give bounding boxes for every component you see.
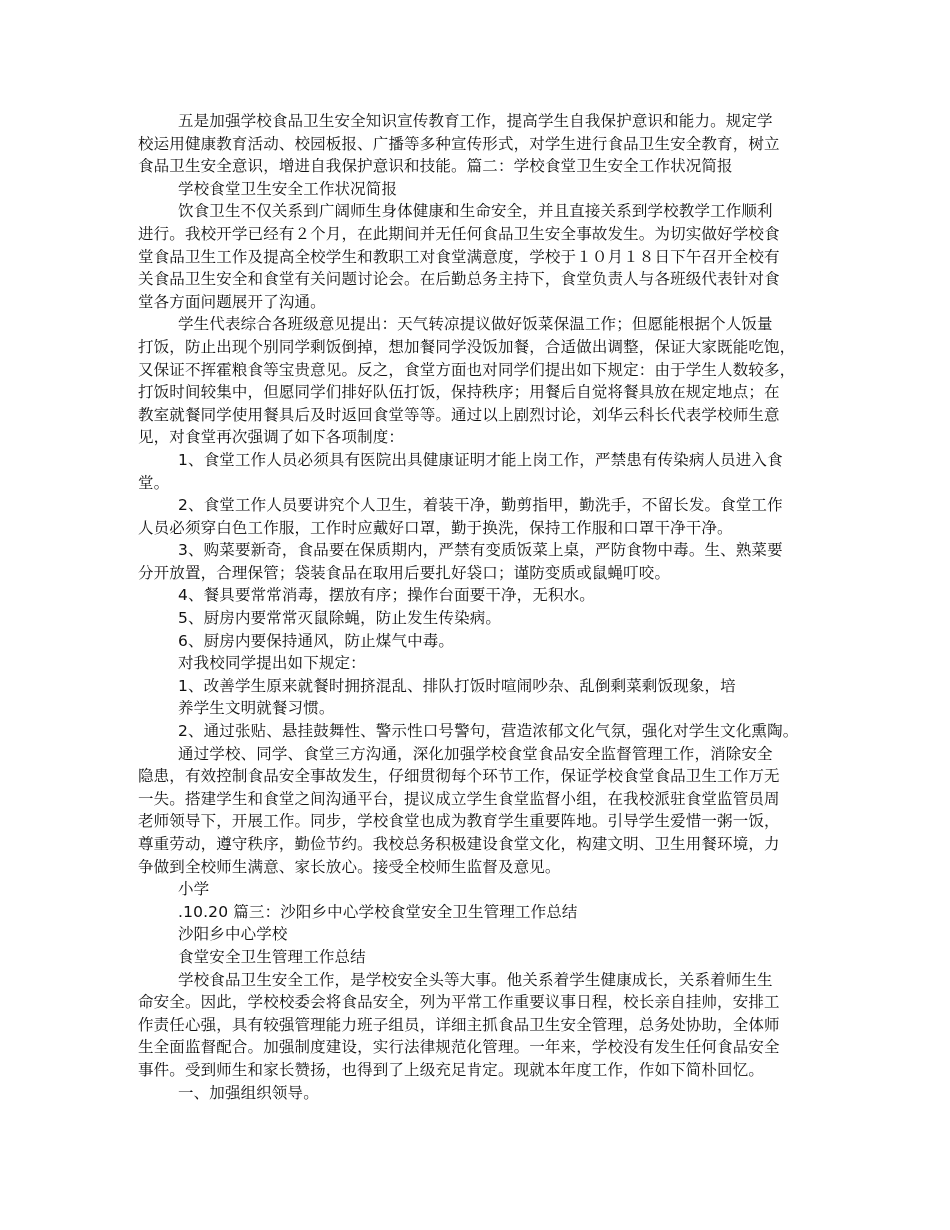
text-line: 沙阳乡中心学校 [178, 925, 288, 944]
text-line: 堂各方面问题展开了沟通。 [138, 292, 326, 311]
document-body [138, 110, 828, 1104]
text-line: 人员必须穿白色工作服，工作时应戴好口罩，勤于换洗，保持工作服和口罩干净干净。 [138, 518, 733, 537]
text-line: 堂食品卫生工作及提高全校学生和教职工对食堂满意度，学校于１０月１８日下午召开全校有 [138, 247, 780, 266]
text-line: 打饭，防止出现个别同学剩饭倒掉，想加餐同学没饭加餐，合适做出调整，保证大家既能吃饱， [138, 337, 796, 356]
text-line: 学校食品卫生安全工作，是学校安全头等大事。他关系着学生健康成长，关系着师生生 [178, 970, 773, 989]
text-line: 饮食卫生不仅关系到广阔师生身体健康和生命安全，并且直接关系到学校教学工作顺利 [178, 202, 773, 221]
text-line: 一、加强组织领导。 [178, 1083, 319, 1102]
text-line: 通过学校、同学、食堂三方沟通，深化加强学校食堂食品安全监督管理工作，消除安全 [178, 744, 773, 763]
text-line: 争做到全校师生满意、家长放心。接受全校师生监督及意见。 [138, 857, 561, 876]
text-line: 命安全。因此，学校校委会将食品安全，列为平常工作重要议事日程，校长亲自挂帅，安排工 [138, 993, 780, 1012]
text-line: 尊重劳动，遵守秩序，勤俭节约。我校总务积极建设食堂文化，构建文明、卫生用餐环境，力 [138, 835, 780, 853]
text-line: 学生代表综合各班级意见提出：天气转凉提议做好饭菜保温工作；但愿能根据个人饭量 [178, 315, 773, 334]
text-line: 关食品卫生安全和食堂有关问题讨论会。在后勤总务主持下，食堂负责人与各班级代表针对食 [138, 270, 780, 289]
text-line: 食堂安全卫生管理工作总结 [178, 947, 366, 966]
text-line: 隐患，有效控制食品安全事故发生，仔细贯彻每个环节工作，保证学校食堂食品卫生工作万无 [138, 767, 780, 786]
text-line: 养学生文明就餐习惯。 [178, 699, 335, 718]
text-line: 1、食堂工作人员必须具有医院出具健康证明才能上岗工作，严禁患有传染病人员进入食 [178, 450, 783, 469]
text-line: 2、食堂工作人员要讲究个人卫生，着装干净，勤剪指甲，勤洗手，不留长发。食堂工作 [178, 496, 783, 515]
text-line: 分开放置，合理保管；袋装食品在取用后要扎好袋口；谨防变质或鼠蝇叮咬。 [138, 563, 671, 582]
text-line: 对我校同学提出如下规定： [178, 654, 366, 673]
text-line: 食品卫生安全意识，增进自我保护意识和技能。篇二：学校食堂卫生安全工作状况简报 [138, 157, 733, 176]
text-line: 6、厨房内要保持通风，防止煤气中毒。 [178, 631, 455, 650]
text-line: 生全面监督配合。加强制度建设，实行法律规范化管理。一年来，学校没有发生任何食品安全 [138, 1038, 780, 1057]
text-line: 2、通过张贴、悬挂鼓舞性、警示性口号警句，营造浓郁文化气氛，强化对学生文化熏陶。 [178, 722, 799, 741]
text-line: 打饭时间较集中，但愿同学们排好队伍打饭，保持秩序；用餐后自觉将餐具放在规定地点；在 [138, 383, 780, 402]
text-line: 5、厨房内要常常灭鼠除蝇，防止发生传染病。 [178, 609, 502, 628]
text-line: 事件。受到师生和家长赞扬，也得到了上级充足肯定。现就本年度工作，作如下简朴回忆。 [138, 1060, 765, 1079]
text-line: 教室就餐同学使用餐具后及时返回食堂等等。通过以上剧烈讨论，刘华云科长代表学校师生意 [138, 405, 780, 424]
text-line: 见，对食堂再次强调了如下各项制度： [138, 428, 405, 447]
text-line: 堂。 [138, 473, 170, 492]
text-line: 老师领导下，开展工作。同步，学校食堂也成为教育学生重要阵地。引导学生爱惜一粥一饭， [138, 812, 780, 831]
text-line: 1、改善学生原来就餐时拥挤混乱、排队打饭时喧闹吵杂、乱倒剩菜剩饭现象，培 [178, 676, 736, 695]
text-line: 4、餐具要常常消毒，摆放有序；操作台面要干净，无积水。 [178, 586, 595, 605]
text-line: 又保证不挥霍粮食等宝贵意见。反之，食堂方面也对同学们提出如下规定：由于学生人数较多， [138, 360, 796, 379]
text-line: 3、购菜要新奇，食品要在保质期内，严禁有变质饭菜上桌，严防食物中毒。生、熟菜要 [178, 541, 783, 560]
text-line: .10.20 篇三：沙阳乡中心学校食堂安全卫生管理工作总结 [178, 902, 578, 921]
text-line: 校运用健康教育活动、校园板报、广播等多种宣传形式，对学生进行食品卫生安全教育，树立 [138, 134, 780, 153]
text-line: 五是加强学校食品卫生安全知识宣传教育工作，提高学生自我保护意识和能力。规定学 [178, 112, 773, 130]
text-line: 学校食堂卫生安全工作状况简报 [178, 179, 398, 198]
text-line: 进行。我校开学已经有２个月，在此期间并无任何食品卫生安全事故发生。为切实做好学校食 [138, 224, 780, 243]
text-line: 作责任心强，具有较强管理能力班子组员，详细主抓食品卫生安全管理，总务处协助，全体师 [138, 1015, 780, 1034]
text-line: 一失。搭建学生和食堂之间沟通平台，提议成立学生食堂监督小组，在我校派驻食堂监管员周 [138, 789, 780, 808]
text-line: 小学 [178, 880, 210, 899]
